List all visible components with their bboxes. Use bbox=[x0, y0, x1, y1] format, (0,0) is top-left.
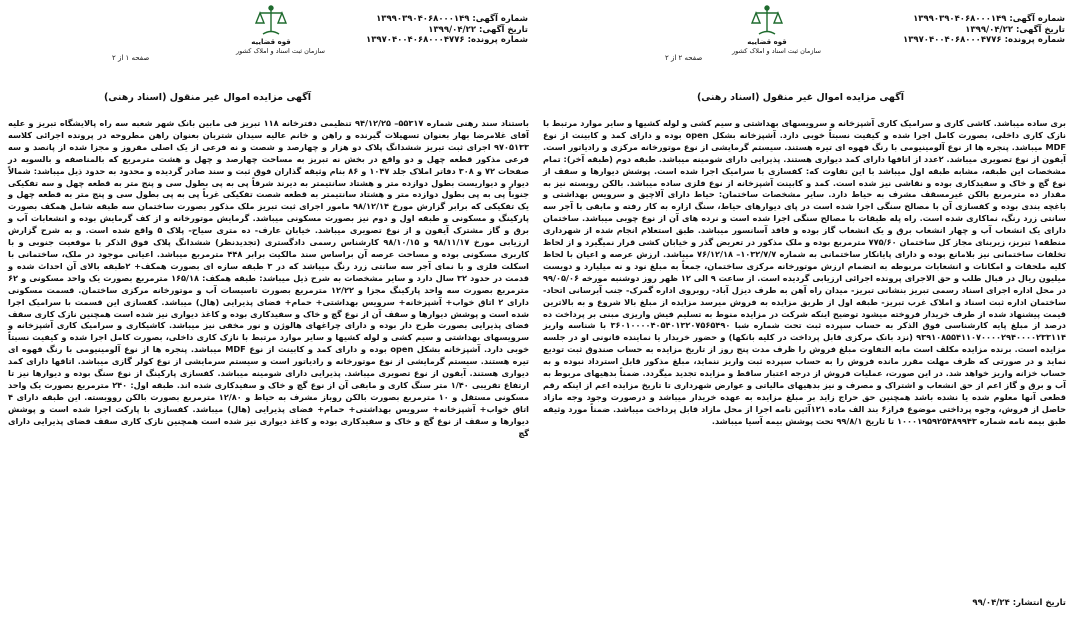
ad-number: شماره آگهی: ۱۳۹۹۰۳۹۰۴۰۶۸۰۰۰۱۴۹ bbox=[913, 14, 1065, 24]
doc-body: بری ساده میباشد. کاشی کاری و سرامیک کاری آشپزخانه و سرویسهای بهداشتی و سیم کشی و لوله کشیها و سایر موارد مرتبط با نازک کاری داخلی، بصورت کامل اجرا شده و کیفیت نسبتاً خوبی دارد. آشپزخانه بشکل open بوده و دارای کمد و کابینت از نوع MDF میباشد. پنجره ها از نوع آلومینیومی با رنگ قهوه ای تیره هستند. سیستم گرمایشی از نوع موتورخانه مرکزی و رادیاتور است. آیفون از نوع تصویری میباشد. ۲عدد از اتاقها دارای کمد دیواری هستند. پذیرایی دارای شومینه میباشد. طبقه دوم (طبقه آخر): تمام مشخصات این طبقه، مشابه طبقه اول میباشد با این تفاوت که: کفسازی با سرامیک اجرا شده است. پوشش دیوارها و سقف از نوع گچ و خاک و سفیدکاری بوده و نقاشی نیز شده است. کمد و کابینت آشپزخانه از نوع فلزی ساده میباشد. بالکن روبسته نیز به مقدار ده مترمربع بالکن غیرمسقف مشرف به حیاط دارد. سایر مشخصات ساختمان: حیاط دارای آلاچیق و سرویس بهداشتی و باغچه بندی بوده و کفسازی آن با مصالح سنگی اجرا شده است در پای دیوارهای حیاط، سنگ ازاره به کار رفته و مابقی با آجر سه سانتی زرد رنگ، نماکاری شده است. راه پله طبقات با مصالح سنگی اجرا شده است و نرده های آن از نوع چوبی میباشد. ساختمان دارای یک انشعاب آب و چهار انشعاب برق و یک انشعاب گاز بوده و فاقد آسانسور میباشد. طبق استعلام انجام شده از شهرداری منطقه۱ تبریز، زیربنای مجاز کل ساختمان ۷۷۵/۶۰ مترمربع بوده و ملک مذکور در تعریض گذر و خیابان کشی قرار نمیگیرد و از لحاظ تخلفات ساختمانی نیز بلامانع بوده و دارای پایانکار ساختمانی به شماره ۱۰۳۲/۷/۷– ۷۶/۱۲/۱۸ میباشد. ارزش عرصه و اعیان با لحاظ کلیه ملحقات و امکانات و انشعابات مربوطه به انضمام ارزش موتورخانه مرکزی ساختمان، جمعاً به مبلغ نود و نه میلیارد و دویست میلیون ریال در قبال طلب و حق الاجرای پرونده اجرائی ارزیابی گردیده است. از ساعت ۹ الی ۱۲ ظهر روز دوشنبه مورخه ۹۹/۰۵/۰۶ در محل اداره اجرای اسناد رسمی تبریز بنشانی تبریز- میدان راه آهن به طرف دیزل آباد- روبروی اداره گمرک- جنب آبرسانی اتحاد- ساختمان اداره ثبت اسناد و املاک غرب تبریز- طبقه اول از طریق مزایده به فروش میرسد مزایده از مبلغ بالا شروع و به بالاترین قیمت پیشنهاد شده از طرف خریدار فروخته میشود توضیح اینکه شرکت در مزایده منوط به تسلیم فیش واریزی مبنی بر پرداخت ده درصد از مبلغ پایه کارشناسی فوق الذکر به حساب سپرده ثبت تحت شماره شبا ۳۶۰۱۰۰۰۰۴۰۵۴۰۱۳۲۰۷۵۶۵۴۹۰ با شناسه واریز ۹۳۹۱۰۸۵۵۴۱۱۰۷۰۰۰۰۲۹۴۰۰۰۰۲۳۳۱۱۴ (نزد بانک مرکزی قابل پرداخت در کلیه بانکها) و حضور خریدار یا نماینده قانونی او در جلسه مزایده است. برنده مزایده مکلف است مابه التفاوت مبلغ فروش را ظرف مدت پنج روز از تاریخ مزایده به حساب صندوق ثبت تودیع نماید و در صورتی که ظرف مهلت مقرر مانده فروش را به حساب سپرده ثبت واریز ننماید، مبلغ مذکور قابل استرداد نبوده و به حساب خزانه واریز خواهد شد. در این صورت، عملیات فروش از درجه اعتبار ساقط و مزایده تجدید میگردد. ضمناً بدهیهای مربوط به آب و برق و گاز اعم از حق انشعاب و اشتراک و مصرف و نیز بدهیهای مالیاتی و عوارض شهرداری تا تاریخ مزایده اعم از اینکه رقم قطعی آنها معلوم شده یا نشده باشد همچنین حق حراج زاید بر مبلغ مزایده به عهده خریدار میباشد و درصورت وجود وجه مازاد حاصل از فروش، وجوه پرداختی موضوع فراز۶ بند الف ماده ۱۲۱آئین نامه اجرا از محل مازاد قابل پرداخت میباشد. ضمناً مورد وثیقه طبق بیمه نامه شماره ۱۰۰۰۱۹۵۹۲۵۴۸۹۹۴۳ تا تاریخ ۹۹/۸/۱ تحت پوشش بیمه آسیا میباشد. bbox=[543, 118, 1067, 426]
ad-number: شماره آگهی: ۱۳۹۹۰۳۹۰۴۰۶۸۰۰۰۱۴۹ bbox=[376, 14, 528, 24]
publish-date: تاریخ انتشار: ۹۹/۰۴/۲۴ bbox=[972, 598, 1066, 608]
page-2 bbox=[537, 0, 1074, 626]
ad-date: تاریخ آگهی: ۱۳۹۹/۰۴/۲۲ bbox=[965, 24, 1065, 35]
doc-body: باستناد سند رهنی شماره ۵۵۳۱۷– ۹۴/۱۲/۲۵ تنظیمی دفترخانه ۱۱۸ تبریز فی مابین بانک شهر شعبه سه راه پالایشگاه تبریز و علیه آقای غلامرضا بهار بعنوان تسهیلات گیرنده و راهن و خانم عالیه سیدان شتربان بعنوان راهن مطروحه در پرونده اجرائی کلاسه ۹۷۰۵۱۳۳ اجرای ثبت تبریز ششدانگ پلاک دو هزار و چهارصد و شصت و نه فرعی از یک اصلی مفروز و مجزا شده از پانصد و سه فرعی مذکور قطعه چهل و دو واقع در بخش نه تبریز به مساحت چهارصد و چهل و هشت مترمربع که بالمناصفه و بالسویه در صفحات ۷۲ و ۳۰۸ دفاتر املاک جلد ۱۰۴۷ و ۸۶ بنام وثیقه گذاران فوق ثبت و سند صادر گردیده و محدود به حدود ذیل میباشد: شمالاً دیوار و دیواریست بطول دوازده متر و هشتاد سانتیمتر به دیرند شرقاً پی به پی بطول سی و پنج متر به قطعه چهل و سه تفکیکی جنوباً پی به پی بطول دوازده متر و هشتاد سانتیمتر به قطعه شصت تفکیکی غرباً پی به پی بطول سی و پنج متر به قطعه چهل و یک تفکیکی که برابر گزارش مورخ ۹۸/۱۲/۱۴ مامور اجرای ثبت تبریز ملک مذکور بصورت ساختمان سه طبقه شامل همکف بصورت پارکینگ و مسکونی و طبقه اول و دوم نیز بصورت مسکونی میباشد. گرمایش موتورخانه و از کف گرمایش بوده و انشعابات آب و برق و گاز مشترک آیفون و از نوع تصویری میباشد. خیابان عارف- ده متری سیاح- پلاک ۵ واقع شده است. و به شرح گزارش ارزیابی مورخ ۹۸/۱۱/۱۷ و ۹۸/۱۰/۱۵ کارشناس رسمی دادگستری (تجدیدنظر) ششدانگ پلاک فوق الذکر با موقعیت جنوبی و با کاربری مسکونی بوده و مساحت عرصه آن براساس سند مالکیت برابر ۴۴۸ مترمربع میباشد. اعیانی موجود در ملک، ساختمانی با اسکلت فلزی و با نمای آجر سه سانتی زرد رنگ میباشد که در ۳ طبقه سازه ای بصورت همکف+ ۲طبقه بالای آن احداث شده و قدمت در حدود ۳۲ سال دارد و سایر مشخصات به شرح ذیل میباشد: طبقه همکف: ۱۶۵/۱۸ مترمربع بصورت یک واحد مسکونی و ۶۲ مترمربع بصورت سه واحد پارکینگ مجزا و ۱۲/۲۲ مترمربع بصورت تاسیسات آب و موتورخانه مرکزی ساختمان. قسمت مسکونی دارای ۲ اتاق خواب+ آشپزخانه+ سرویس بهداشتی+ حمام+ فضای پذیرایی (هال) میباشد. کفسازی این قسمت با سرامیک اجرا شده است و پوشش دیوارها و سقف آن از نوع گچ و خاک و سفیدکاری بوده و کاغذ دیواری نیز شده است همچنین نازک کاری سقف فضای پذیرایی بصورت طرح دار بوده و دارای چراغهای هالوژن و نور مخفی نیز میباشد. کاشیکاری و سرامیک کاری آشپزخانه و سرویسهای بهداشتی و سیم کشی و لوله کشیها و سایر موارد مرتبط با نازک کاری داخلی، بصورت کامل اجرا شده و کیفیت نسبتاً خوبی دارد. آشپزخانه بشکل open بوده و دارای کمد و کابینت از نوع MDF میباشد. پنجره ها از نوع آلومینیومی با رنگ قهوه ای تیره هستند. سیستم گرمایشی از نوع موتورخانه و رادیاتور است و سیستم سرمایشی از نوع کولر گازی میباشد. اتاقها دارای کمد دیواری هستند. آیفون از نوع تصویری میباشد. پذیرایی دارای شومینه میباشد. کفسازی پارکینگ از نوع سنگ بوده و دیوارها نیز تا ارتفاع تقریبی ۱/۴۰ متر سنگ کاری و مابقی آن از نوع گچ و خاک و سفیدکاری شده اند. طبقه اول: ۲۴۰ مترمربع بصورت یک واحد مسکونی مستقل و ۱۰ مترمربع بصورت بالکن روباز مشرف به حیاط و ۱۲/۸۰ مترمربع بصورت بالکن رووبسته. این طبقه دارای ۴ اتاق خواب+ آشپزخانه+ سرویس بهداشتی+ حمام+ فضای پذیرایی (هال) میباشد. کفسازی با پارکت اجرا شده است و پوشش دیوارها و سقف از نوع گچ و خاک و سفیدکاری بوده و کاغذ دیواری نیز شده است همچنین نازک کاری سقف فضای پذیرایی دارای گچ bbox=[8, 118, 530, 438]
scales-logo-icon bbox=[750, 4, 784, 38]
file-number: شماره پرونده: ۱۳۹۷۰۴۰۰۴۰۶۸۰۰۰۴۷۷۶ bbox=[903, 35, 1065, 45]
file-number: شماره پرونده: ۱۳۹۷۰۴۰۰۴۰۶۸۰۰۰۴۷۷۶ bbox=[366, 35, 528, 45]
page-number: صفحه ۱ از ۲ bbox=[112, 54, 150, 62]
org-name: قوه قضاییه bbox=[251, 38, 291, 46]
ad-header-info bbox=[835, 14, 1065, 46]
page-number: صفحه ۲ از ۲ bbox=[665, 54, 703, 62]
ad-header-info bbox=[298, 14, 528, 46]
org-name: قوه قضاییه bbox=[747, 38, 787, 46]
org-subtitle: سازمان ثبت اسناد و املاک کشور bbox=[732, 47, 821, 55]
scales-logo-icon bbox=[254, 4, 288, 38]
org-subtitle: سازمان ثبت اسناد و املاک کشور bbox=[236, 47, 325, 55]
doc-title: آگهی مزایده اموال غیر منقول (اسناد رهنی) bbox=[696, 92, 904, 103]
judiciary-emblem bbox=[732, 4, 821, 55]
doc-title: آگهی مزایده اموال غیر منقول (اسناد رهنی) bbox=[103, 92, 311, 103]
ad-date: تاریخ آگهی: ۱۳۹۹/۰۴/۲۲ bbox=[428, 24, 528, 35]
judiciary-emblem bbox=[236, 4, 325, 55]
